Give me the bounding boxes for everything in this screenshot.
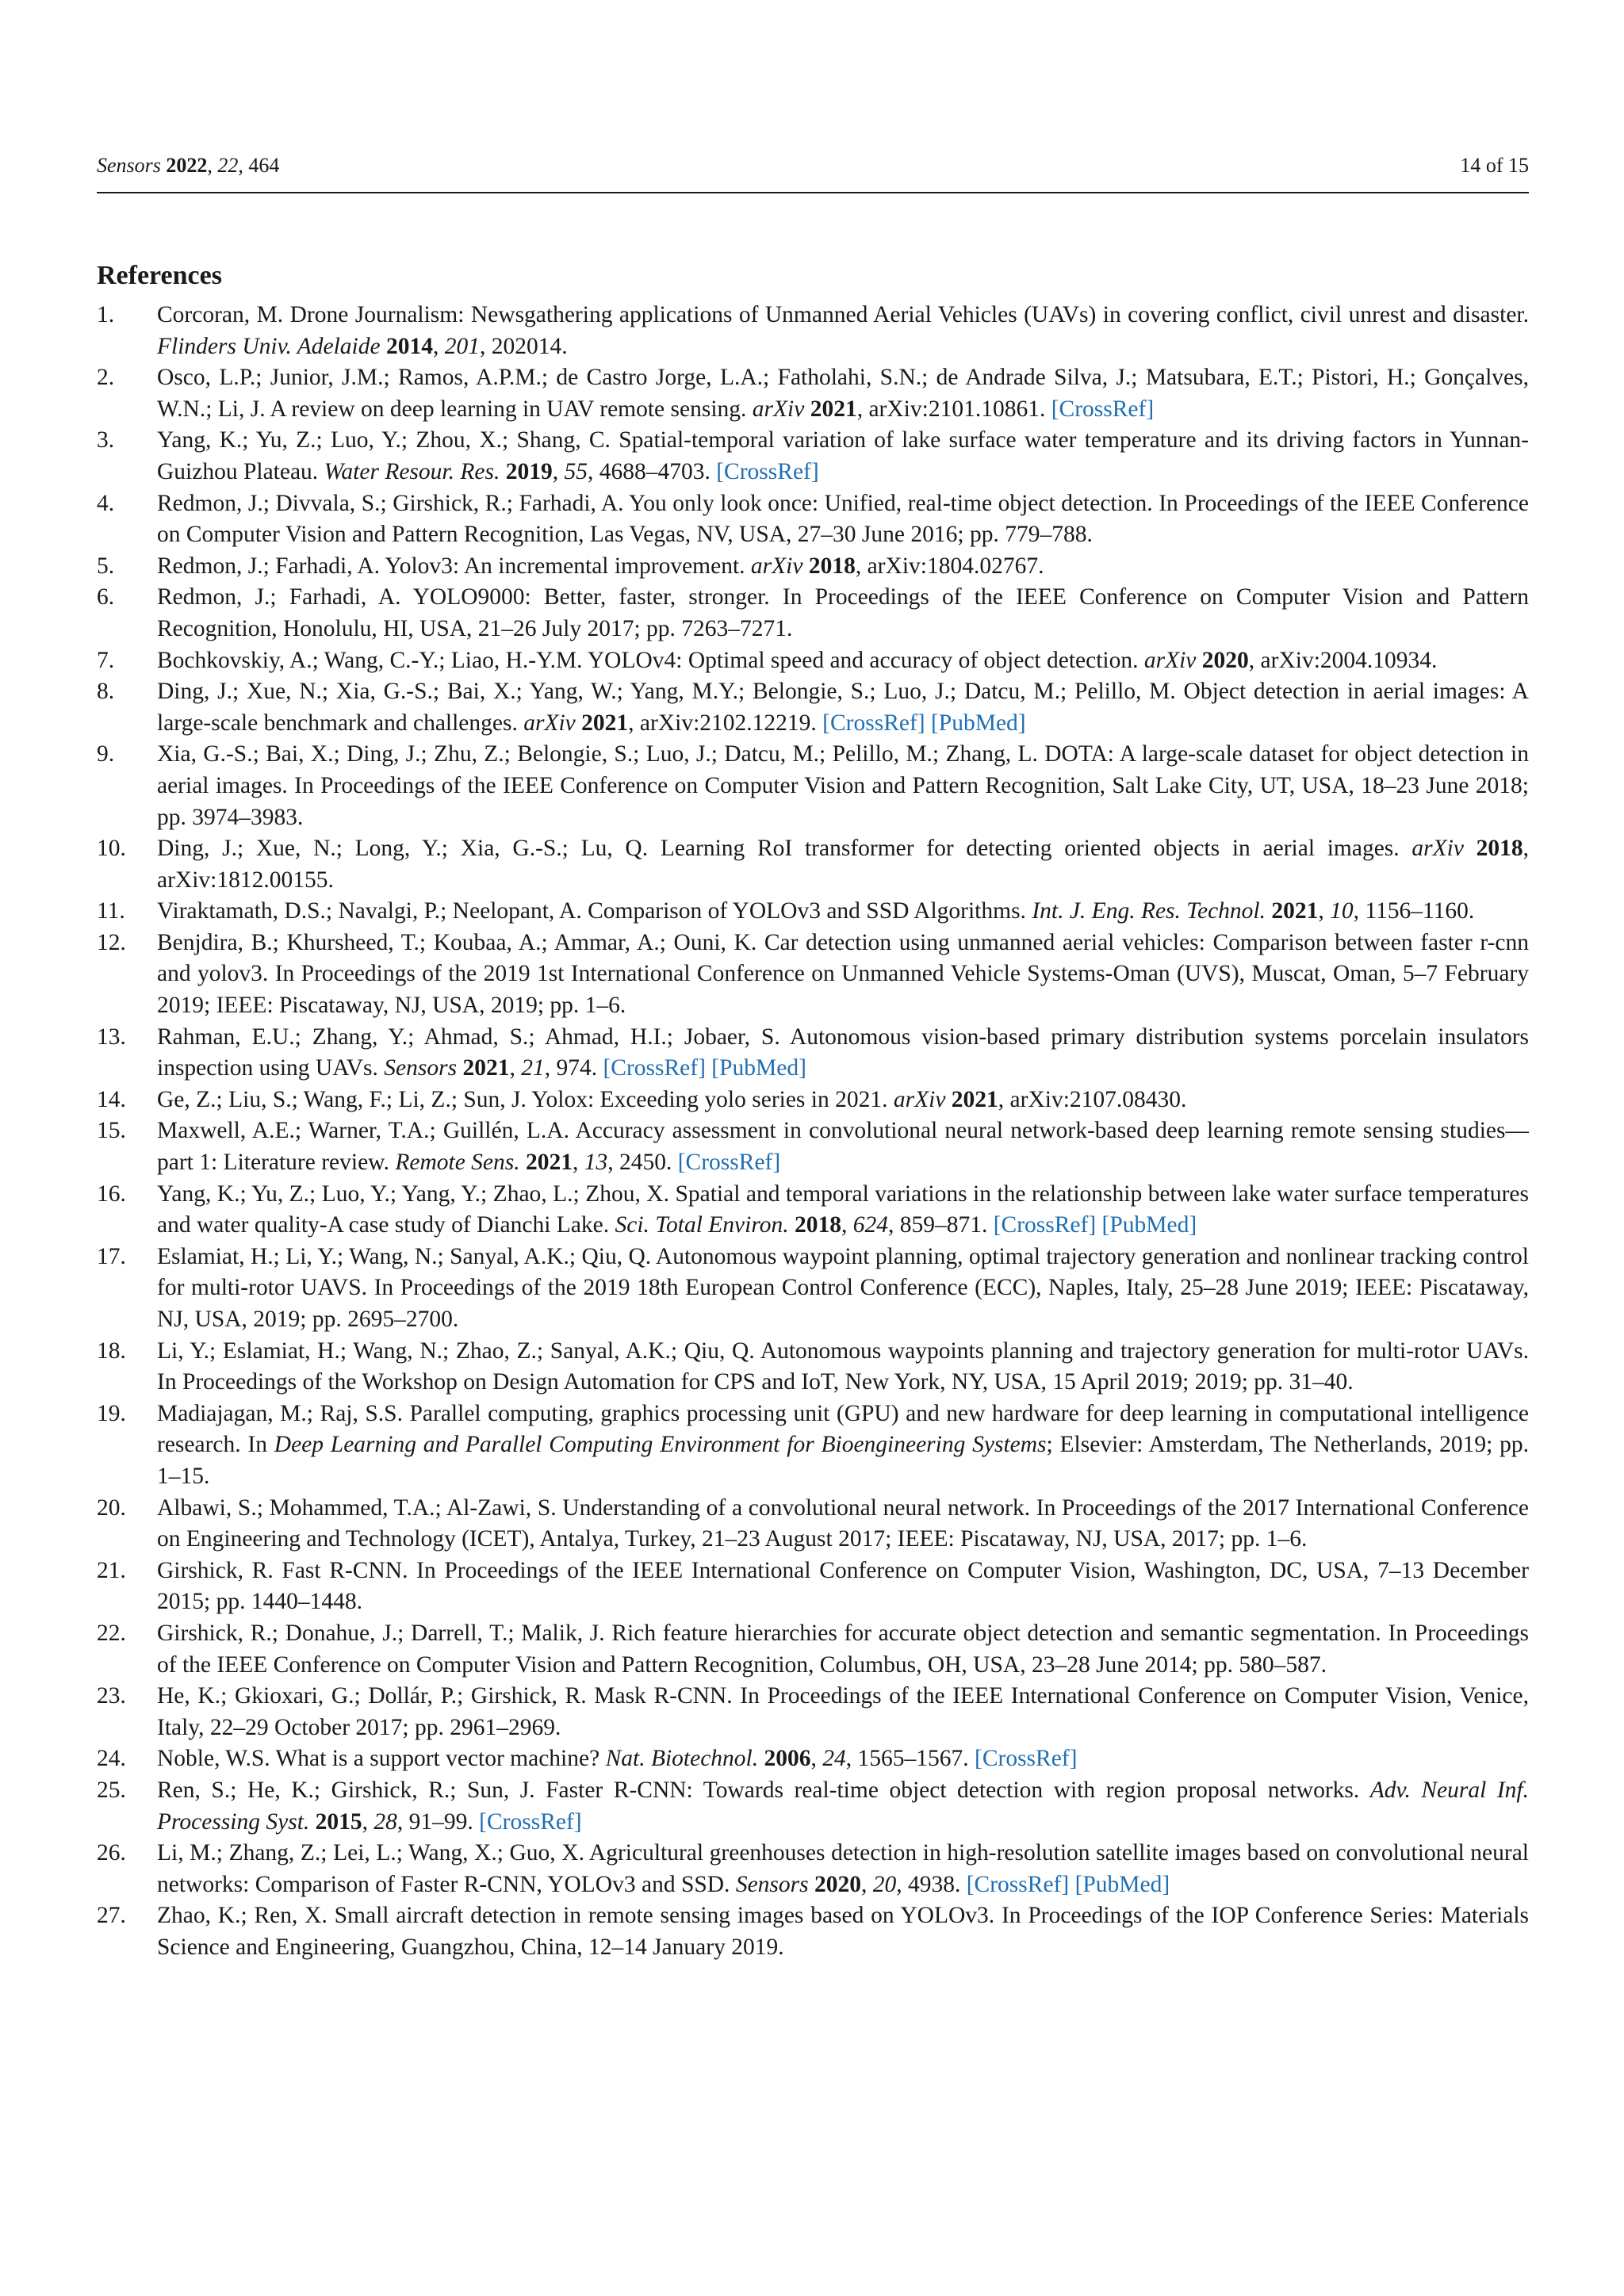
reference-segment: , (552, 458, 565, 484)
reference-number: 8. (97, 679, 115, 705)
reference-number: 3. (97, 427, 115, 453)
reference-number: 1. (97, 302, 115, 327)
publication-year: 2021 (951, 1086, 998, 1112)
reference-segment (309, 1809, 315, 1835)
publication-year: 2006 (764, 1746, 811, 1772)
journal-title: arXiv (750, 553, 803, 579)
journal-title: 13 (584, 1150, 608, 1176)
reference-list (97, 300, 1529, 1963)
journal-title: Flinders Univ. Adelaide (157, 333, 381, 359)
reference-text (157, 1743, 1529, 1775)
reference-number: 21. (97, 1557, 126, 1583)
reference-segment: Osco, L.P.; Junior, J.M.; Ramos, A.P.M.; de Castro Jorge, L.A.; Fatholahi, S.N.; de Andrade Silva, J.; Matsubara, E.T.; Pistori, H.; Gonçalves, W.N.; Li, J. A review on deep learning in UAV remote sensing. (157, 365, 1529, 422)
reference-number: 14. (97, 1086, 126, 1112)
reference-segment (1196, 648, 1201, 673)
reference-text (157, 1838, 1529, 1900)
crossref-link[interactable]: [CrossRef] (603, 1055, 706, 1081)
reference-segment (804, 396, 810, 422)
reference-item (97, 1775, 1529, 1838)
pubmed-link[interactable]: [PubMed] (1074, 1871, 1170, 1897)
pubmed-link[interactable]: [PubMed] (930, 710, 1026, 736)
reference-segment: , (1318, 898, 1331, 924)
reference-segment: Redmon, J.; Farhadi, A. YOLO9000: Better, faster, stronger. In Proceedings of the IEEE Conference on Computer Vision and Pattern Recognition, Honolulu, HI, USA, 21–26 July 2017; pp. 7263–7271. (157, 584, 1529, 641)
reference-item (97, 739, 1529, 833)
reference-segment: Ding, J.; Xue, N.; Xia, G.-S.; Bai, X.; Yang, W.; Yang, M.Y.; Belongie, S.; Luo, J.; Datcu, M.; Pelillo, M. Object detection in aerial images: A large-scale benchmark and challenges. (157, 679, 1529, 736)
reference-segment: Corcoran, M. Drone Journalism: Newsgathering applications of Unmanned Aerial Vehicles (UAVs) in covering conflict, civil unrest and disaster. (157, 302, 1529, 327)
reference-number: 7. (97, 647, 115, 673)
reference-number: 5. (97, 553, 115, 579)
reference-text (157, 833, 1529, 896)
reference-number: 16. (97, 1181, 126, 1207)
reference-text (157, 928, 1529, 1022)
reference-item (97, 1399, 1529, 1493)
reference-text (157, 300, 1529, 362)
reference-item (97, 833, 1529, 896)
reference-item (97, 362, 1529, 425)
reference-item (97, 1900, 1529, 1963)
reference-segment: Yang, K.; Yu, Z.; Luo, Y.; Zhou, X.; Shang, C. Spatial-temporal variation of lake surface water temperature and its driving factors in Yunnan-Guizhou Plateau. (157, 427, 1529, 484)
reference-item (97, 1022, 1529, 1085)
reference-segment (500, 459, 505, 484)
journal-title: 10 (1330, 898, 1354, 924)
reference-number: 15. (97, 1118, 126, 1144)
reference-text (157, 1775, 1529, 1838)
reference-text (157, 1556, 1529, 1618)
crossref-link[interactable]: [CrossRef] (975, 1746, 1078, 1772)
reference-number: 24. (97, 1746, 126, 1772)
reference-item (97, 1085, 1529, 1116)
journal-year: 2022 (166, 154, 208, 177)
reference-number: 20. (97, 1494, 126, 1521)
reference-segment: Bochkovskiy, A.; Wang, C.-Y.; Liao, H.-Y.M. YOLOv4: Optimal speed and accuracy of object detection. (157, 647, 1144, 673)
reference-segment: Madiajagan, M.; Raj, S.S. Parallel computing, graphics processing unit (GPU) and new hardware for deep learning in computational intelligence research. In (157, 1400, 1529, 1458)
reference-text (157, 551, 1529, 583)
reference-segment: , (860, 1871, 873, 1897)
publication-year: 2019 (505, 458, 553, 484)
reference-item (97, 1242, 1529, 1336)
reference-number: 25. (97, 1777, 126, 1803)
reference-number: 23. (97, 1683, 126, 1709)
pubmed-link[interactable]: [PubMed] (711, 1055, 806, 1081)
reference-item (97, 300, 1529, 362)
journal-title: arXiv (893, 1086, 946, 1112)
journal-title: 55 (564, 458, 588, 484)
reference-segment: , 202014. (479, 333, 568, 359)
reference-item (97, 425, 1529, 488)
reference-segment (945, 1087, 951, 1112)
reference-number: 27. (97, 1903, 126, 1929)
reference-segment: , 1156–1160. (1353, 898, 1475, 924)
reference-item (97, 1115, 1529, 1178)
reference-number: 19. (97, 1400, 126, 1426)
reference-segment (802, 553, 808, 579)
article-number: 464 (248, 154, 280, 177)
reference-number: 12. (97, 929, 126, 955)
reference-segment: , 859–871. (887, 1212, 994, 1238)
reference-item (97, 896, 1529, 928)
reference-item (97, 645, 1529, 677)
reference-item (97, 1493, 1529, 1556)
reference-text (157, 1399, 1529, 1493)
publication-year: 2018 (1476, 836, 1523, 862)
header-rule (97, 192, 1529, 193)
reference-segment: Xia, G.-S.; Bai, X.; Ding, J.; Zhu, Z.; Belongie, S.; Luo, J.; Datcu, M.; Pelillo, M.; Zhang, L. DOTA: A large-scale dataset for object detection in aerial images. In Proceedings of the IEEE Conference on Computer Vision and Pattern Recognition, Salt Lake City, UT, USA, 18–23 June 2018; pp. 3974–3983. (157, 741, 1529, 830)
journal-title: Deep Learning and Parallel Computing Environment for Bioengineering Systems (274, 1432, 1047, 1458)
reference-number: 4. (97, 490, 115, 516)
journal-title: 201 (444, 333, 480, 359)
reference-segment (1069, 1872, 1074, 1897)
reference-segment: Rahman, E.U.; Zhang, Y.; Ahmad, S.; Ahmad, H.I.; Jobaer, S. Autonomous vision-based primary distribution systems porcelain insulators inspection using UAVs. (157, 1024, 1529, 1081)
reference-item (97, 928, 1529, 1022)
journal-title: Nat. Biotechnol. (605, 1746, 759, 1772)
reference-segment: , arXiv:1804.02767. (855, 553, 1044, 579)
reference-segment: , (572, 1150, 584, 1176)
reference-segment: , 974. (544, 1055, 603, 1081)
reference-segment: , 4938. (896, 1871, 967, 1897)
reference-text (157, 1115, 1529, 1178)
crossref-link[interactable]: [CrossRef] (993, 1212, 1097, 1238)
reference-text (157, 896, 1529, 928)
journal-volume: 22 (217, 154, 239, 177)
reference-number: 10. (97, 836, 126, 862)
crossref-link[interactable]: [CrossRef] (966, 1871, 1070, 1897)
reference-number: 13. (97, 1024, 126, 1050)
reference-text (157, 739, 1529, 833)
journal-title: Water Resour. Res. (324, 458, 500, 484)
reference-number: 11. (97, 898, 125, 924)
publication-year: 2021 (525, 1150, 573, 1176)
reference-text (157, 362, 1529, 425)
reference-segment: , arXiv:2101.10861. (856, 396, 1051, 422)
reference-segment: Zhao, K.; Ren, X. Small aircraft detection in remote sensing images based on YOLOv3. In Proceedings of the IOP Conference Series: Materials Science and Engineering, Guangzhou, China, 12–14 January 2019. (157, 1903, 1529, 1960)
publication-year: 2015 (315, 1808, 362, 1835)
journal-title: arXiv (752, 396, 805, 422)
reference-segment: He, K.; Gkioxari, G.; Dollár, P.; Girshick, R. Mask R-CNN. In Proceedings of the IEEE International Conference on Computer Vision, Venice, Italy, 22–29 October 2017; pp. 2961–2969. (157, 1683, 1529, 1740)
reference-item (97, 582, 1529, 645)
publication-year: 2021 (810, 396, 857, 422)
reference-segment: Li, Y.; Eslamiat, H.; Wang, N.; Zhao, Z.; Sanyal, A.K.; Qiu, Q. Autonomous waypoints planning and trajectory generation for multi-rotor UAVs. In Proceedings of the Workshop on Design Automation for CPS and IoT, New York, NY, USA, 15 April 2019; 2019; pp. 31–40. (157, 1337, 1529, 1395)
reference-text (157, 488, 1529, 551)
running-head (97, 152, 1529, 179)
reference-segment: , (362, 1808, 374, 1835)
publication-year: 2021 (1271, 898, 1319, 924)
reference-item (97, 1556, 1529, 1618)
reference-segment: Ge, Z.; Liu, S.; Wang, F.; Li, Z.; Sun, J. Yolox: Exceeding yolo series in 2021. (157, 1086, 894, 1112)
reference-segment: Redmon, J.; Divvala, S.; Girshick, R.; Farhadi, A. You only look once: Unified, real-time object detection. In Proceedings of the IEEE Conference on Computer Vision and Pattern Recognition, Las Vegas, NV, USA, 27–30 June 2016; pp. 779–788. (157, 490, 1529, 548)
reference-segment (758, 1746, 764, 1771)
references-heading: References (97, 261, 222, 290)
reference-segment (1096, 1212, 1101, 1238)
reference-segment: , 2450. (607, 1150, 678, 1176)
publication-year: 2021 (581, 710, 629, 736)
reference-segment: , (810, 1746, 823, 1772)
reference-text (157, 1179, 1529, 1242)
reference-text (157, 1493, 1529, 1556)
reference-text (157, 1242, 1529, 1336)
reference-text (157, 1336, 1529, 1399)
reference-segment: Ding, J.; Xue, N.; Long, Y.; Xia, G.-S.; Lu, Q. Learning RoI transformer for detecting oriented objects in aerial images. (157, 836, 1412, 862)
publication-year: 2020 (1201, 647, 1249, 673)
reference-segment: , arXiv:2102.12219. (628, 710, 823, 736)
page-number: 14 of 15 (1460, 154, 1529, 177)
journal-title: 624 (852, 1212, 888, 1238)
journal-title: Sensors (735, 1871, 809, 1897)
journal-title: arXiv (1143, 647, 1197, 673)
reference-segment: Maxwell, A.E.; Warner, T.A.; Guillén, L.A. Accuracy assessment in convolutional neural network-based deep learning remote sensing studies—part 1: Literature review. (157, 1118, 1529, 1176)
reference-item (97, 676, 1529, 739)
reference-segment: ; Elsevier: Amsterdam, The Netherlands, 2019; pp. 1–15. (157, 1432, 1530, 1489)
reference-text (157, 1900, 1529, 1963)
reference-segment: Girshick, R. Fast R-CNN. In Proceedings of the IEEE International Conference on Computer Vision, Washington, DC, USA, 7–13 December 2015; pp. 1440–1448. (157, 1557, 1529, 1615)
reference-text (157, 1022, 1529, 1085)
reference-text (157, 425, 1529, 488)
reference-text (157, 676, 1529, 739)
reference-text (157, 582, 1529, 645)
reference-number: 6. (97, 584, 115, 610)
reference-item (97, 1743, 1529, 1775)
reference-number: 22. (97, 1620, 126, 1646)
reference-text (157, 1618, 1529, 1681)
journal-title: 24 (822, 1746, 846, 1772)
reference-segment: , 4688–4703. (587, 458, 717, 484)
reference-segment: , 1565–1567. (845, 1746, 975, 1772)
publication-year: 2018 (808, 553, 856, 579)
reference-item (97, 1179, 1529, 1242)
reference-item (97, 1838, 1529, 1900)
reference-segment: Noble, W.S. What is a support vector machine? (157, 1746, 606, 1772)
reference-segment: Viraktamath, D.S.; Navalgi, P.; Neelopant, A. Comparison of YOLOv3 and SSD Algorithms. (157, 898, 1032, 924)
pubmed-link[interactable]: [PubMed] (1101, 1212, 1197, 1238)
journal-name: Sensors (97, 154, 161, 177)
reference-text (157, 645, 1529, 677)
journal-title: Sensors (384, 1055, 458, 1081)
reference-segment: , arXiv:2004.10934. (1248, 647, 1438, 673)
reference-segment: Albawi, S.; Mohammed, T.A.; Al-Zawi, S. Understanding of a convolutional neural network. In Proceedings of the 2017 International Conference on Engineering and Technology (ICET), Antalya, Turkey, 21–23 August 2017; IEEE: Piscataway, NJ, USA, 2017; pp. 1–6. (157, 1494, 1529, 1552)
reference-segment: , 91–99. (396, 1808, 480, 1835)
reference-segment (381, 334, 386, 359)
reference-item (97, 1618, 1529, 1681)
reference-segment: , (432, 333, 445, 359)
journal-title: Remote Sens. (395, 1150, 520, 1176)
crossref-link[interactable]: [CrossRef] (677, 1150, 781, 1176)
journal-title: 21 (521, 1055, 545, 1081)
journal-title: Sci. Total Environ. (615, 1212, 789, 1238)
reference-segment: Redmon, J.; Farhadi, A. Yolov3: An incremental improvement. (157, 553, 751, 579)
journal-title: Adv. Neural Inf. Processing Syst. (157, 1777, 1529, 1835)
reference-number: 18. (97, 1337, 126, 1364)
reference-item (97, 551, 1529, 583)
publication-year: 2020 (814, 1871, 861, 1897)
journal-title: arXiv (523, 710, 576, 736)
reference-segment (789, 1212, 795, 1238)
journal-title: 20 (872, 1871, 897, 1897)
reference-segment: , (509, 1055, 522, 1081)
crossref-link[interactable]: [CrossRef] (479, 1808, 582, 1835)
reference-segment (1464, 836, 1477, 861)
reference-segment: Li, M.; Zhang, Z.; Lei, L.; Wang, X.; Guo, X. Agricultural greenhouses detection in high-resolution satellite images based on convolutional neural networks: Comparison of Faster R-CNN, YOLOv3 and SSD. (157, 1840, 1529, 1897)
reference-segment (809, 1872, 814, 1897)
reference-segment (925, 710, 931, 736)
reference-segment: , (841, 1212, 853, 1238)
reference-item (97, 1336, 1529, 1399)
crossref-link[interactable]: [CrossRef] (1051, 396, 1155, 422)
crossref-link[interactable]: [CrossRef] (716, 458, 819, 484)
reference-segment: Ren, S.; He, K.; Girshick, R.; Sun, J. Faster R-CNN: Towards real-time object detection with region proposal networks. (157, 1777, 1370, 1803)
reference-number: 9. (97, 741, 115, 767)
reference-item (97, 488, 1529, 551)
citation-line: Sensors 2022, 22, 464 (97, 154, 280, 177)
reference-segment (520, 1150, 526, 1175)
reference-segment: , arXiv:1812.00155. (157, 836, 1530, 893)
reference-segment: Yang, K.; Yu, Z.; Luo, Y.; Yang, Y.; Zhao, L.; Zhou, X. Spatial and temporal variations in the relationship between lake water surface temperatures and water quality-A case study of Dianchi Lake. (157, 1181, 1529, 1238)
crossref-link[interactable]: [CrossRef] (822, 710, 925, 736)
reference-segment: Girshick, R.; Donahue, J.; Darrell, T.; Malik, J. Rich feature hierarchies for accurate object detection and semantic segmentation. In Proceedings of the IEEE Conference on Computer Vision and Pattern Recognition, Columbus, OH, USA, 23–28 June 2014; pp. 580–587. (157, 1620, 1529, 1678)
reference-segment: , arXiv:2107.08430. (998, 1086, 1187, 1112)
journal-title: Int. J. Eng. Res. Technol. (1032, 898, 1266, 924)
reference-segment: Eslamiat, H.; Li, Y.; Wang, N.; Sanyal, A.K.; Qiu, Q. Autonomous waypoint planning, optimal trajectory generation and nonlinear tracking control for multi-rotor UAVS. In Proceedings of the 2019 18th European Control Conference (ECC), Naples, Italy, 25–28 June 2019; IEEE: Piscataway, NJ, USA, 2019; pp. 2695–2700. (157, 1243, 1529, 1332)
reference-item (97, 1681, 1529, 1743)
publication-year: 2018 (794, 1212, 841, 1238)
reference-text (157, 1085, 1529, 1116)
journal-title: 28 (373, 1808, 397, 1835)
reference-text (157, 1681, 1529, 1743)
journal-title: arXiv (1411, 836, 1464, 862)
reference-number: 26. (97, 1840, 126, 1866)
reference-number: 2. (97, 365, 115, 391)
publication-year: 2021 (462, 1055, 510, 1081)
publication-year: 2014 (385, 333, 433, 359)
reference-number: 17. (97, 1243, 126, 1269)
reference-segment: Benjdira, B.; Khursheed, T.; Koubaa, A.; Ammar, A.; Ouni, K. Car detection using unmanned aerial vehicles: Comparison between faster r-cnn and yolov3. In Proceedings of the 2019 1st International Conference on Unmanned Vehicle Systems-Oman (UVS), Muscat, Oman, 5–7 February 2019; IEEE: Piscataway, NJ, USA, 2019; pp. 1–6. (157, 929, 1529, 1019)
